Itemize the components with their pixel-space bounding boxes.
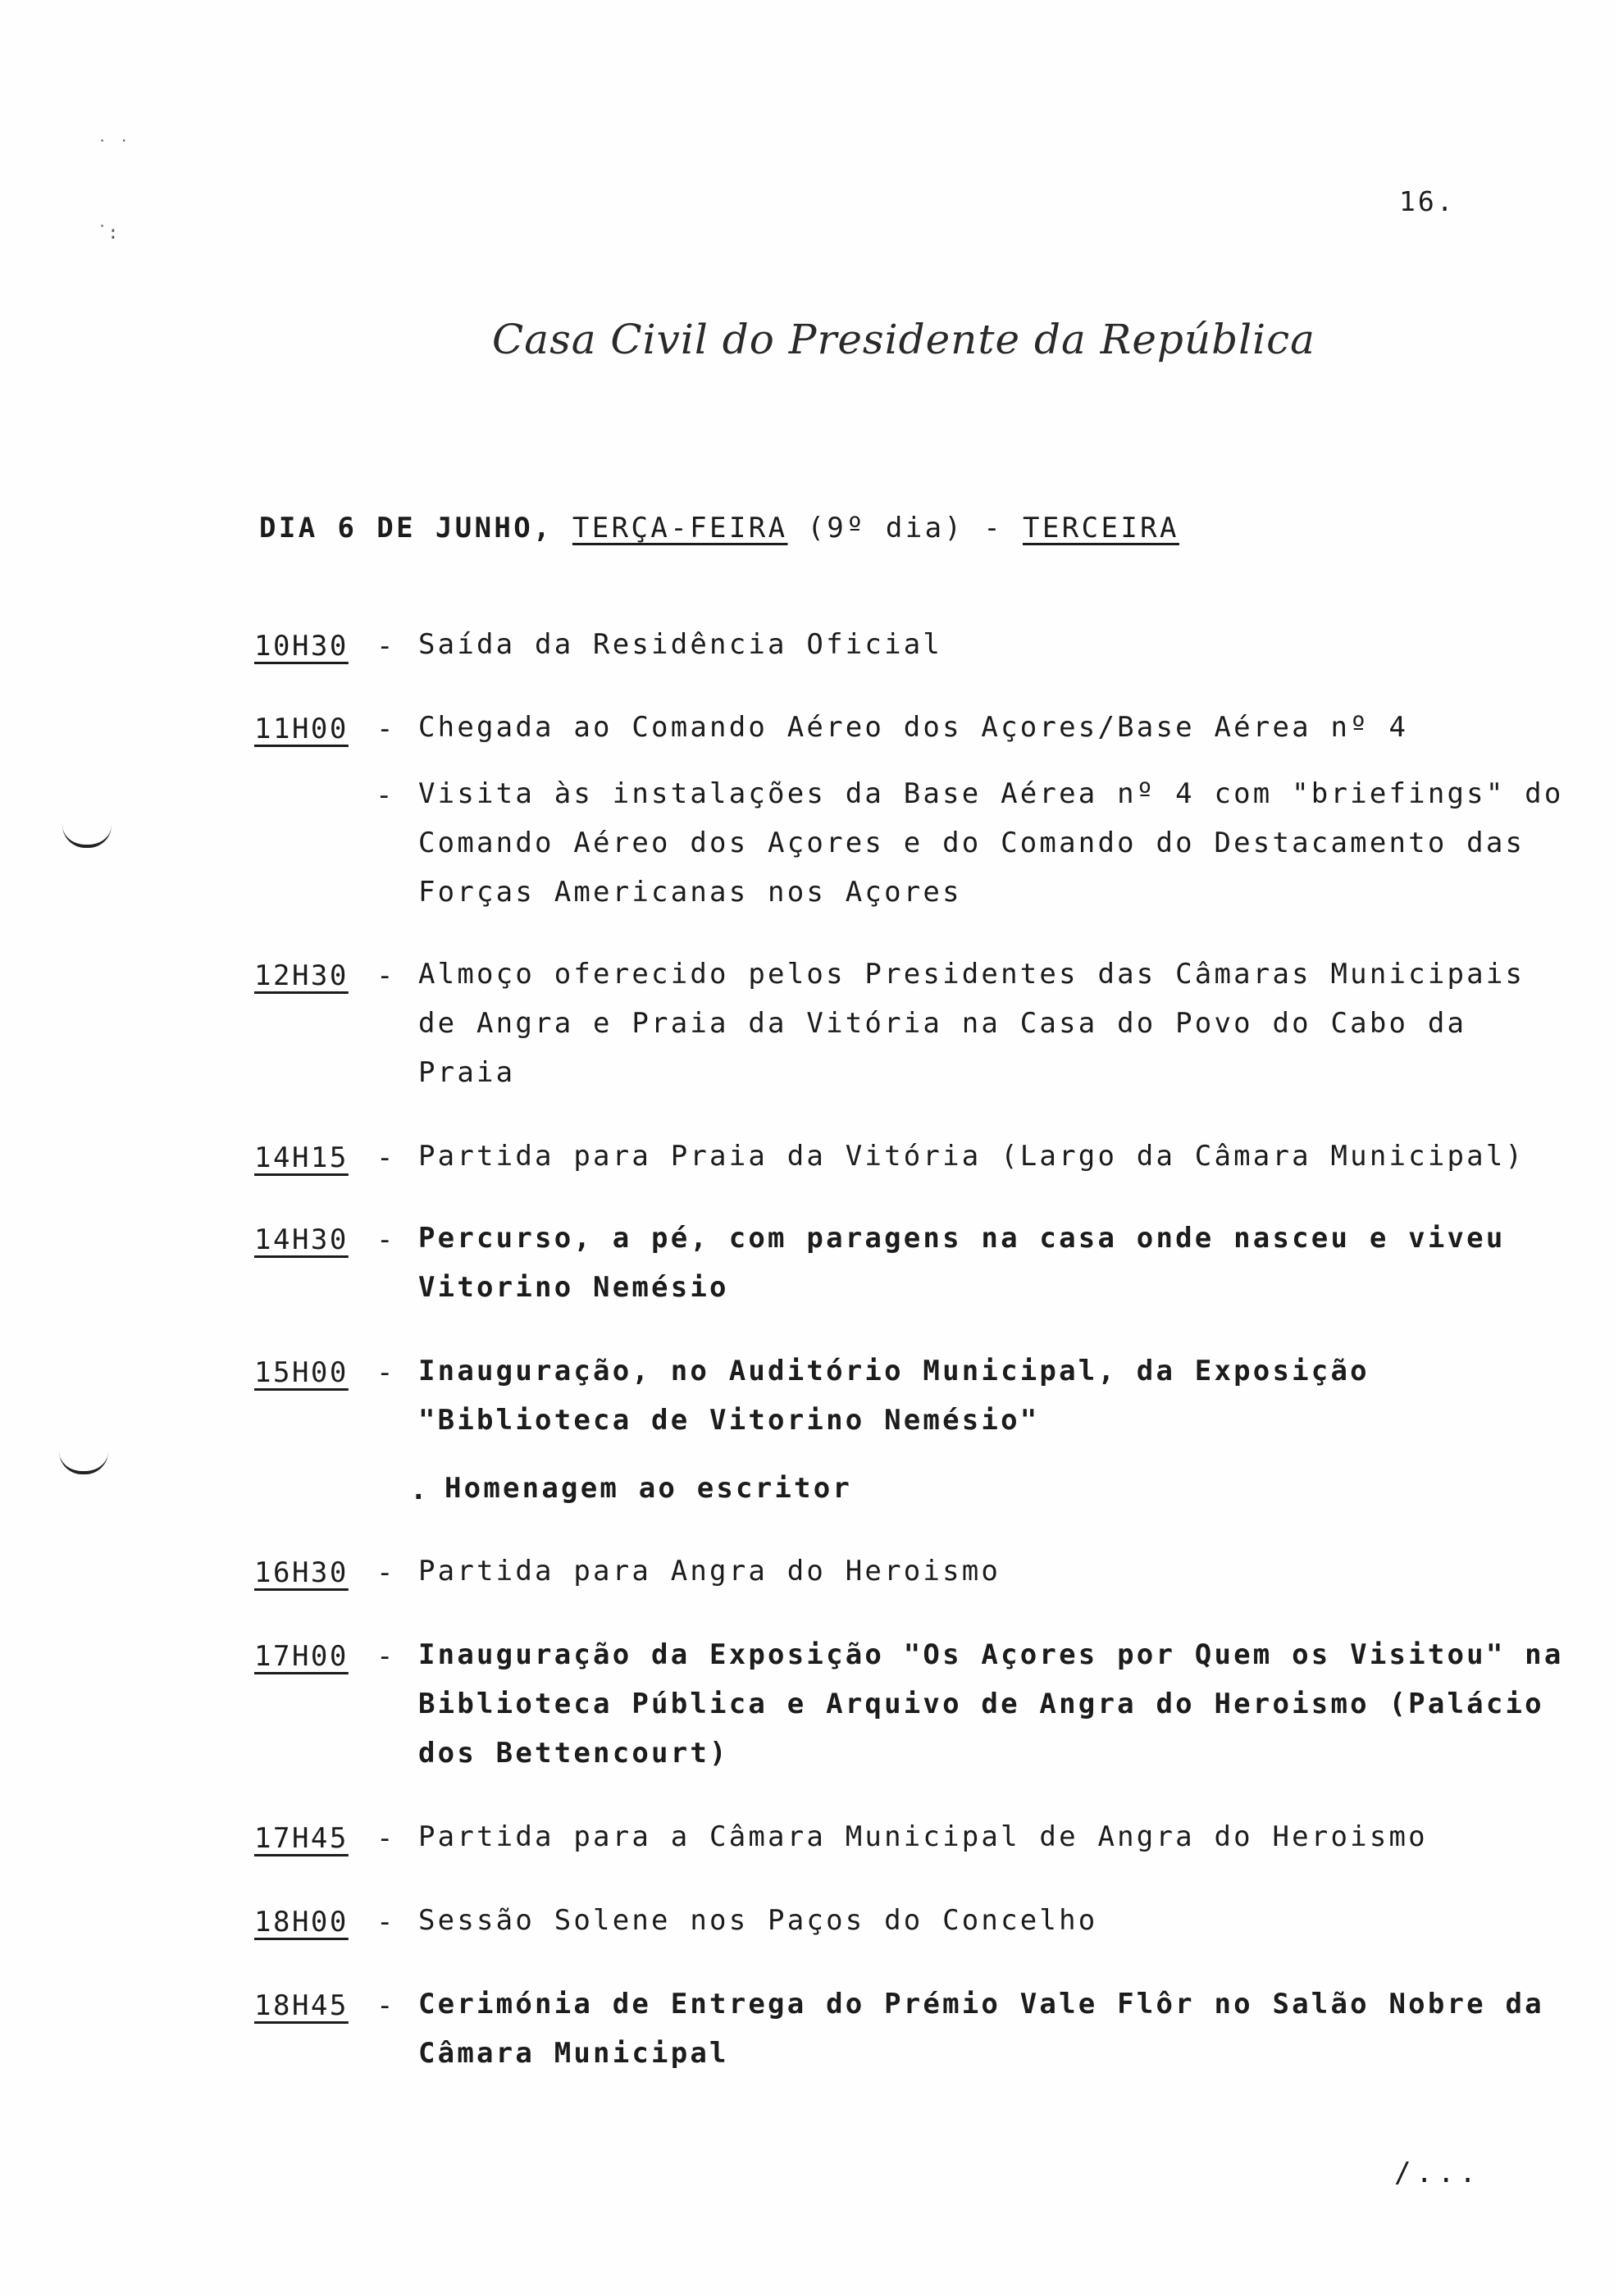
entry-time: 14H30	[254, 1223, 349, 1256]
entry-dash: -	[376, 1141, 394, 1174]
entry-text: Chegada ao Comando Aéreo dos Açores/Base Aérea nº 4	[418, 711, 1409, 744]
entry-dash: -	[376, 779, 393, 812]
entry-time: 18H45	[254, 1989, 349, 2022]
heading-separator: -	[983, 512, 1004, 544]
entry-text: Inauguração da Exposição "Os Açores por Quem os Visitou" na Biblioteca Pública e Arquivo de Angra do Heroismo (Palácio dos Bettencourt)	[418, 1638, 1564, 1770]
entry-dash: -	[376, 1640, 394, 1673]
entry-text: Partida para a Câmara Municipal de Angra do Heroismo	[418, 1820, 1428, 1853]
entry-time: 10H30	[254, 630, 349, 663]
entry-dash: -	[376, 630, 394, 663]
heading-island: TERCEIRA	[1022, 512, 1179, 544]
entry-dash: -	[376, 959, 394, 992]
entry-time: 17H00	[254, 1640, 349, 1673]
scan-speck: ˙:	[97, 223, 119, 244]
entry-text: Homenagem ao escritor	[445, 1472, 853, 1505]
entry-dash: -	[376, 713, 394, 745]
page-number: 16.	[1399, 185, 1456, 217]
entry-dash: -	[376, 1906, 394, 1938]
entry-text: Percurso, a pé, com paragens na casa onde nasceu e viveu Vitorino Nemésio	[418, 1222, 1506, 1304]
entry-text: Partida para Angra do Heroismo	[418, 1555, 1001, 1588]
entry-dash: -	[376, 1822, 394, 1855]
entry-time: 11H00	[254, 713, 349, 745]
entry-text: Almoço oferecido pelos Presidentes das Câmaras Municipais de Angra e Praia da Vitória na Casa do Povo do Cabo da Praia	[418, 958, 1525, 1089]
continuation-mark: /...	[1394, 2157, 1481, 2189]
entry-text: Cerimónia de Entrega do Prémio Vale Flôr no Salão Nobre da Câmara Municipal	[418, 1988, 1544, 2070]
entry-dash: -	[376, 1556, 394, 1589]
entry-time: 18H00	[254, 1906, 349, 1938]
entry-dash: -	[376, 1223, 394, 1256]
entry-time: 17H45	[254, 1822, 349, 1855]
entry-text: Inauguração, no Auditório Municipal, da Exposição "Biblioteca de Vitorino Nemésio"	[418, 1355, 1370, 1437]
day-heading	[259, 512, 1179, 544]
entry-text: Saída da Residência Oficial	[418, 628, 943, 661]
scan-speck: ˙ ˙	[97, 138, 130, 158]
punch-hole-mark	[62, 825, 112, 848]
entry-text: Sessão Solene nos Paços do Concelho	[418, 1904, 1098, 1937]
punch-hole-mark	[59, 1451, 108, 1474]
heading-weekday: TERÇA-FEIRA	[572, 512, 788, 544]
letterhead: Casa Civil do Presidente da República	[492, 316, 1315, 363]
entry-time: 12H30	[254, 959, 349, 992]
entry-dash: -	[376, 1356, 394, 1389]
entry-text: Visita às instalações da Base Aérea nº 4 com "briefings" do Comando Aéreo dos Açores e do Comando do Destacamento das Forças Americanas nos Açores	[418, 777, 1564, 909]
heading-day-count: (9º dia)	[807, 512, 964, 544]
entry-time: 15H00	[254, 1356, 349, 1389]
entry-dash: -	[376, 1989, 394, 2022]
entry-bullet: .	[410, 1474, 427, 1506]
heading-date: DIA 6 DE JUNHO,	[259, 512, 554, 544]
entry-time: 16H30	[254, 1556, 349, 1589]
entry-text: Partida para Praia da Vitória (Largo da Câmara Municipal)	[418, 1140, 1525, 1173]
entry-time: 14H15	[254, 1141, 349, 1174]
